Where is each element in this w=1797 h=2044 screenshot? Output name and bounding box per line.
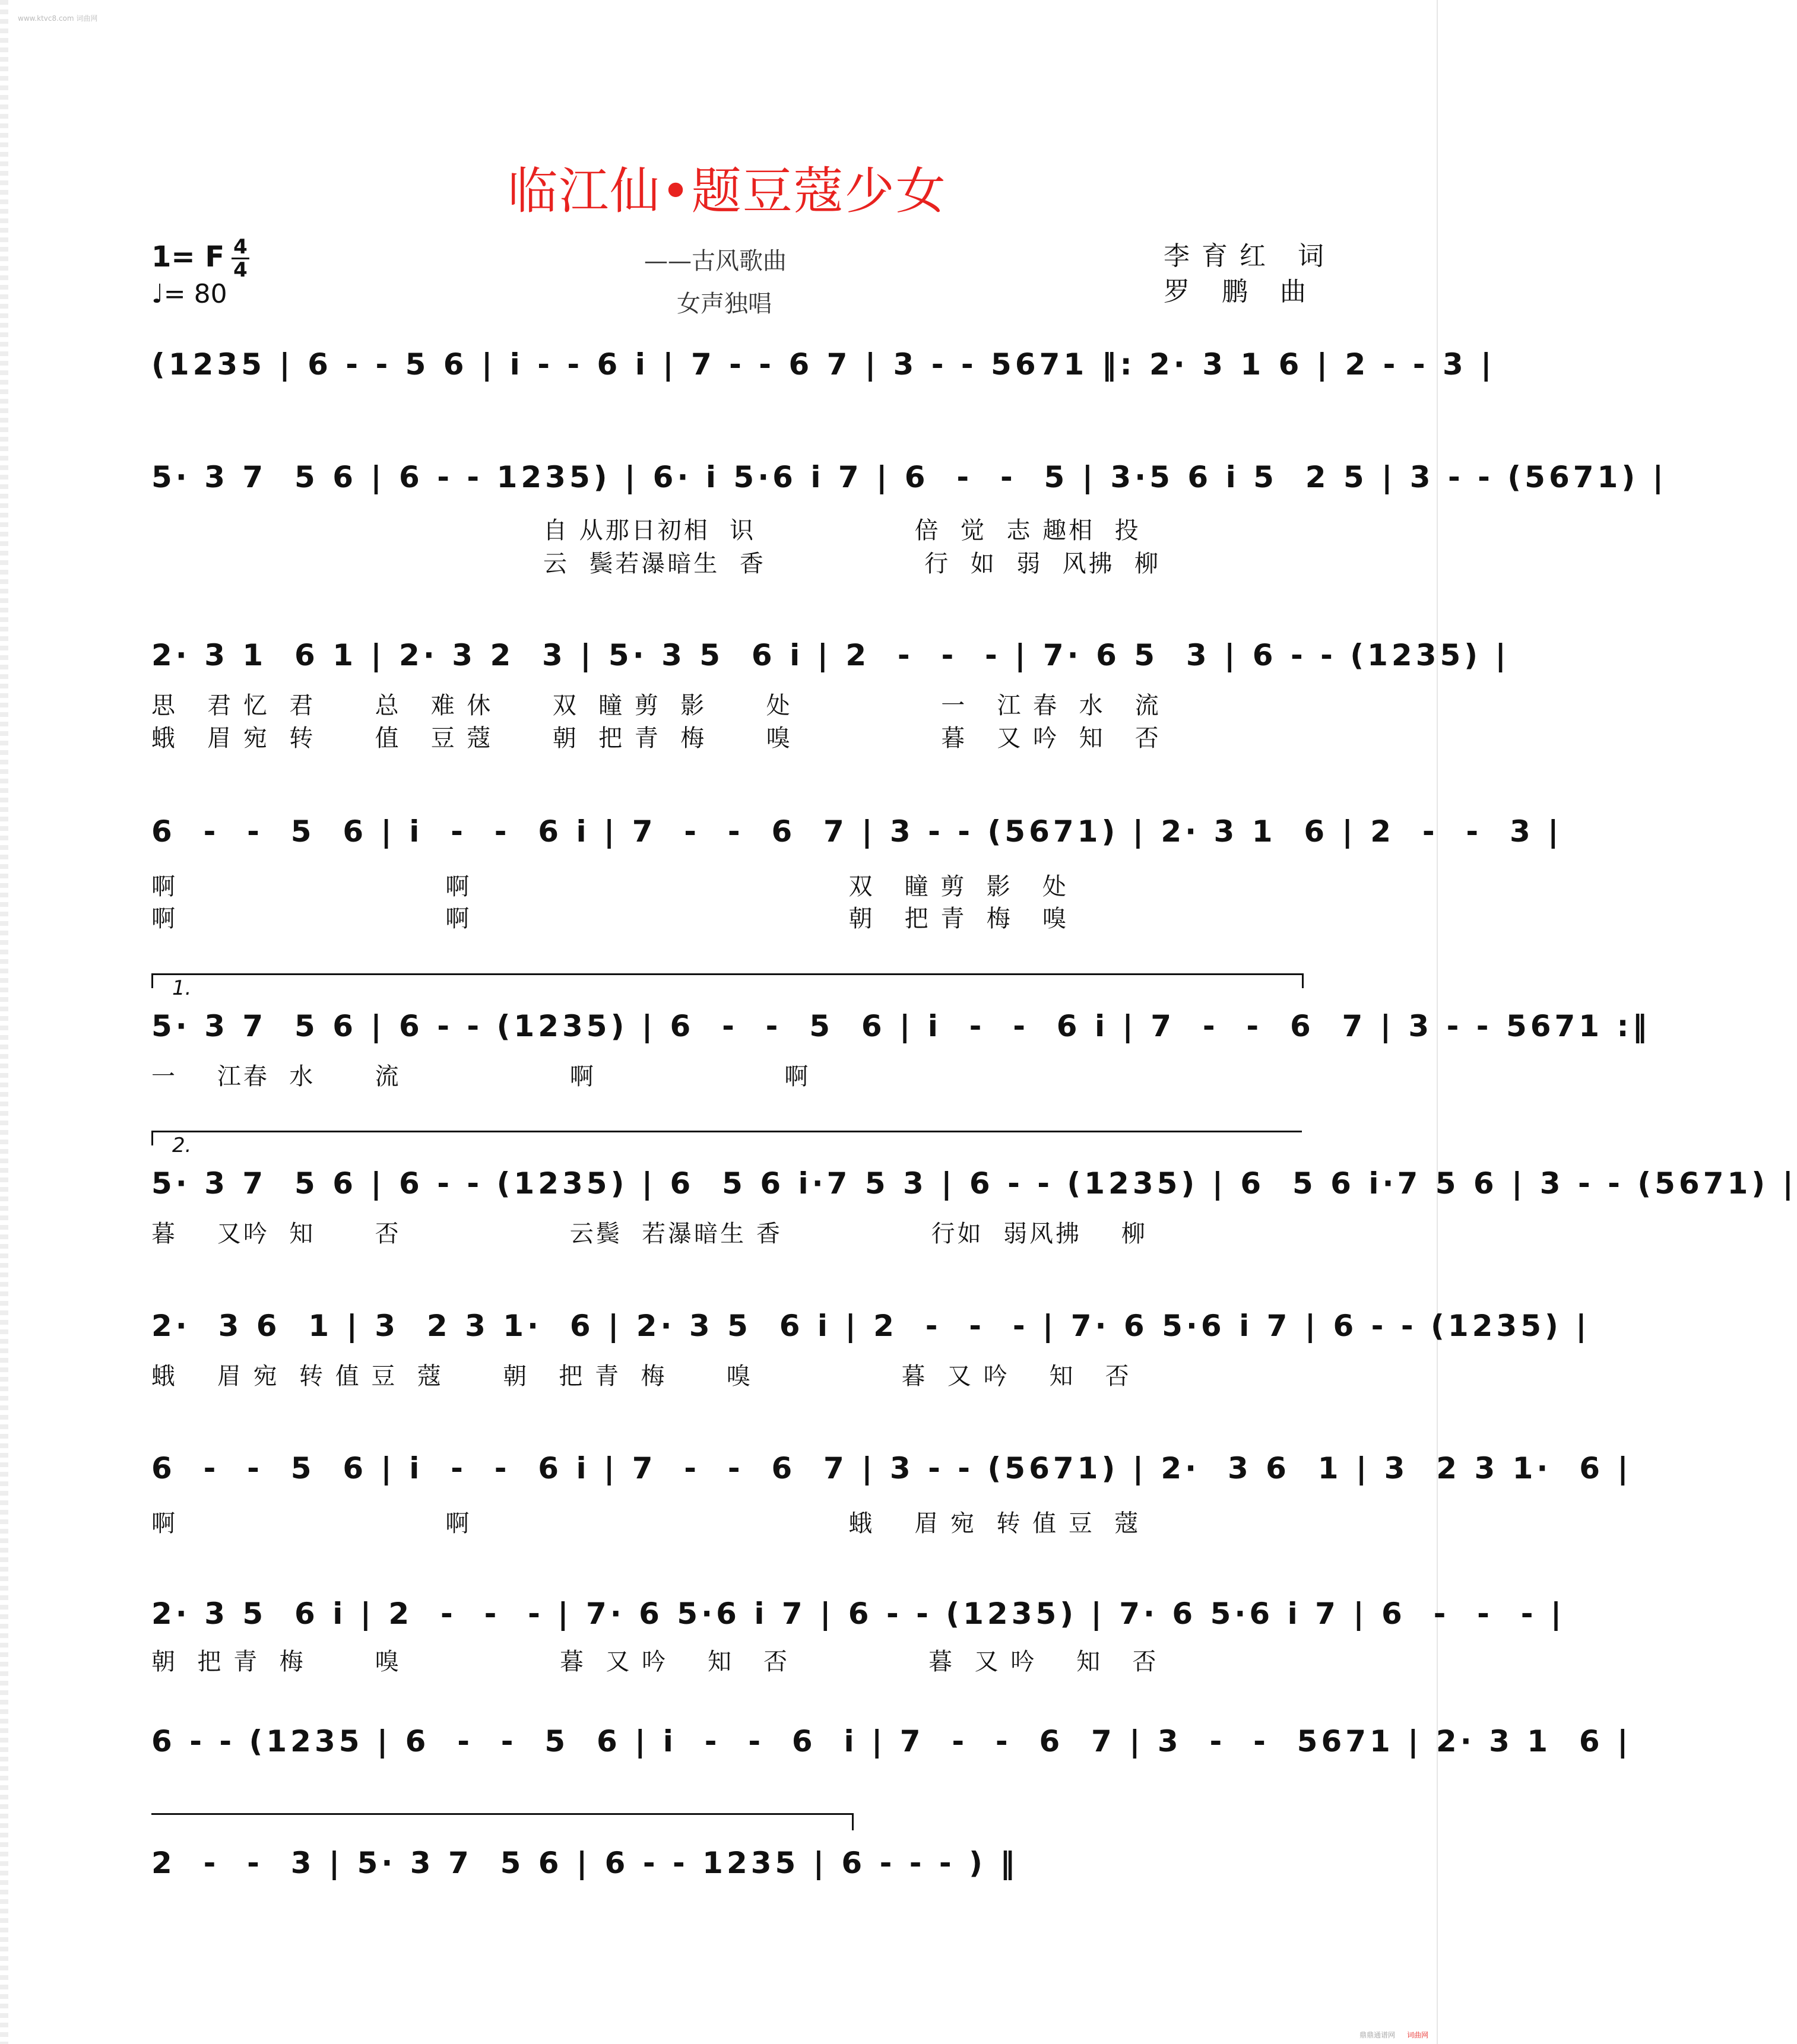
lyric-line-5: 一 江春 水 流 啊 啊 (151, 1063, 811, 1090)
lyric-line-9: 朝 把 青 梅 嗅 暮 又 吟 知 否 暮 又 吟 知 否 (151, 1648, 1159, 1675)
time-signature (232, 237, 249, 280)
composer-credit: 罗 鹏 曲 (1164, 277, 1318, 307)
score-line-7: 2· 3 6 1 | 3 2 3 1· 6 | 2· 3 5 6 i | 2 - - - | 7· 6 5·6 i 7 | 6 - - (1235) | (151, 1309, 1590, 1343)
lyric-line-7: 蛾 眉 宛 转 值 豆 蔻 朝 把 青 梅 嗅 暮 又 吟 知 否 (151, 1363, 1132, 1390)
score-line-5: 5· 3 7 5 6 | 6 - - (1235) | 6 - - 5 6 | i - - 6 i | 7 - - 6 7 | 3 - - 5671 :‖ (151, 1009, 1651, 1043)
score-line-10: 6 - - (1235 | 6 - - 5 6 | i - - 6 i | 7 - - 6 7 | 3 - - 5671 | 2· 3 1 6 | (151, 1724, 1632, 1759)
lyric-line-2b: 云 鬓若瀑暗生 香 行 如 弱 风拂 柳 (543, 550, 1161, 577)
lyricist-credit: 李育红 词 (1164, 241, 1336, 271)
lyric-line-2a: 自 从那日初相 识 倍 觉 志 趣相 投 (543, 517, 1141, 544)
lyric-line-4a: 啊 啊 双 瞳 剪 影 处 (151, 873, 1069, 900)
score-line-11: 2 - - 3 | 5· 3 7 5 6 | 6 - - 1235 | 6 - - - ) ‖ (151, 1846, 1019, 1880)
lyric-line-3a: 思 君 忆 君 总 难 休 双 瞳 剪 影 处 一 江 春 水 流 (151, 692, 1161, 719)
lyric-line-4b: 啊 啊 朝 把 青 梅 嗅 (151, 905, 1069, 932)
song-title: 临江仙•题豆蔻少女 (508, 162, 947, 220)
lyric-line-8: 啊 啊 蛾 眉 宛 转 值 豆 蔻 (151, 1510, 1141, 1537)
footer-right-mark: 词曲网 (1407, 2031, 1429, 2039)
score-line-4: 6 - - 5 6 | i - - 6 i | 7 - - 6 7 | 3 - - (5671) | 2· 3 1 6 | 2 - - 3 | (151, 814, 1563, 849)
score-line-3: 2· 3 1 6 1 | 2· 3 2 3 | 5· 3 5 6 i | 2 - - - | 7· 6 5 3 | 6 - - (1235) | (151, 638, 1510, 672)
key-signature: 1= F (151, 240, 225, 274)
lyric-line-6: 暮 又吟 知 否 云鬓 若瀑暗生 香 行如 弱风拂 柳 (151, 1220, 1148, 1248)
subtitle: ——古风歌曲 (644, 247, 787, 275)
final-bracket (151, 1813, 854, 1830)
time-signature-top: 4 (233, 235, 248, 259)
volta-bracket-1 (151, 973, 1304, 988)
score-line-1: (1235 | 6 - - 5 6 | i - - 6 i | 7 - - 6 7 | 3 - - 5671 ‖: 2· 3 1 6 | 2 - - 3 | (151, 347, 1495, 382)
score-line-2: 5· 3 7 5 6 | 6 - - 1235) | 6· i 5·6 i 7 | 6 - - 5 | 3·5 6 i 5 2 5 | 3 - - (5671) | (151, 460, 1667, 494)
footer-left-mark: 鼎鼎通谱网 (1359, 2031, 1396, 2039)
score-line-6: 5· 3 7 5 6 | 6 - - (1235) | 6 5 6 i·7 5 3 | 6 - - (1235) | 6 5 6 i·7 5 6 | 3 - - (5671) | (151, 1166, 1797, 1201)
volta-1-label: 1. (172, 976, 192, 1000)
tempo-mark: ♩= 80 (151, 279, 227, 309)
score-line-8: 6 - - 5 6 | i - - 6 i | 7 - - 6 7 | 3 - - (5671) | 2· 3 6 1 | 3 2 3 1· 6 | (151, 1451, 1632, 1486)
page-edge-decoration (0, 0, 8, 2044)
lyric-line-3b: 蛾 眉 宛 转 值 豆 蔻 朝 把 青 梅 嗅 暮 又 吟 知 否 (151, 725, 1161, 752)
score-line-9: 2· 3 5 6 i | 2 - - - | 7· 6 5·6 i 7 | 6 - - (1235) | 7· 6 5·6 i 7 | 6 - - - | (151, 1597, 1565, 1631)
time-signature-bottom: 4 (233, 258, 248, 282)
site-mark: www.ktvc8.com 词曲网 (18, 14, 98, 23)
volta-bracket-2 (151, 1131, 1302, 1145)
volta-2-label: 2. (172, 1134, 192, 1157)
performer: 女声独唱 (677, 290, 772, 318)
